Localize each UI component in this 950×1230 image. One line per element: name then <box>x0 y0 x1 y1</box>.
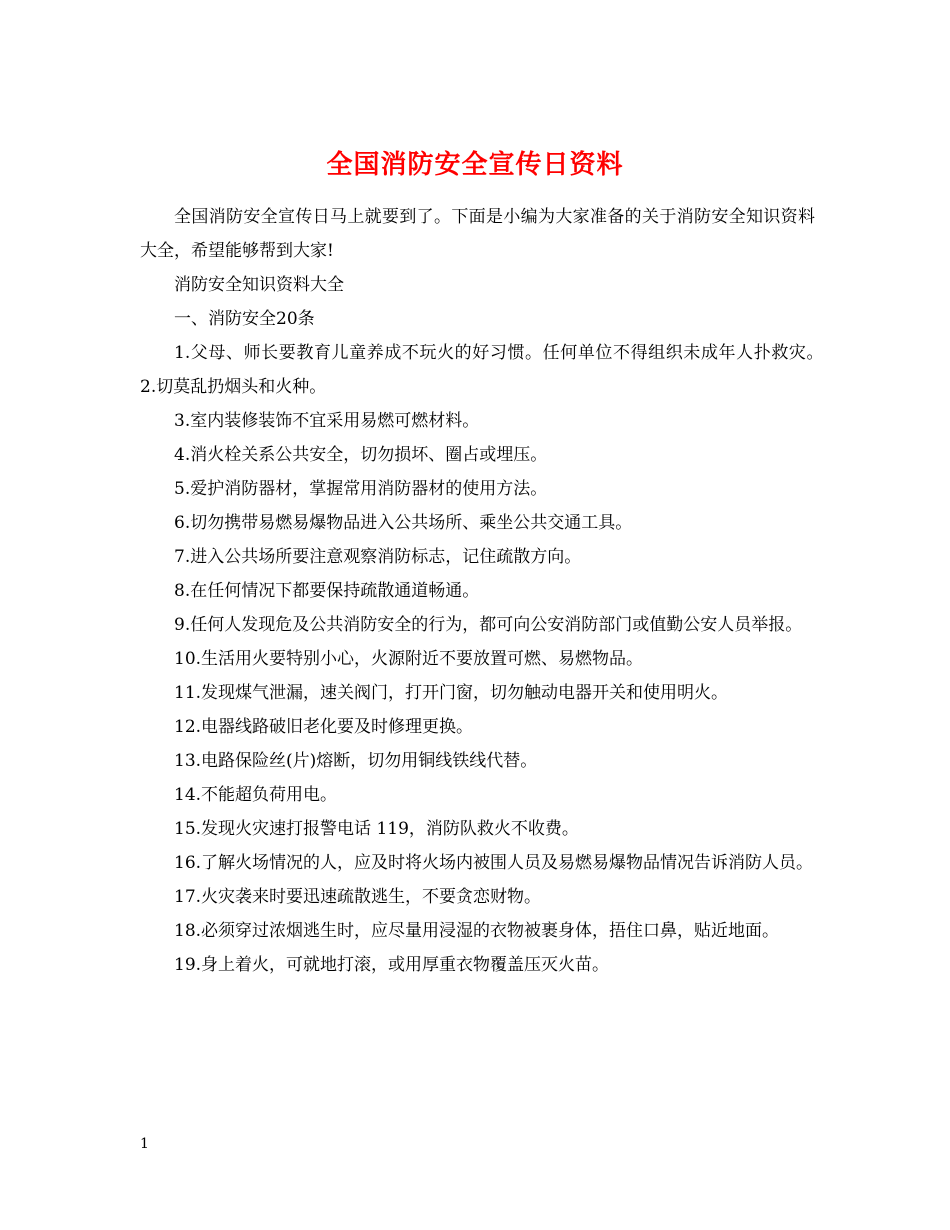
paragraph: 13.电路保险丝(片)熔断，切勿用铜线铁线代替。 <box>174 751 538 771</box>
paragraph: 14.不能超负荷用电。 <box>174 785 338 805</box>
paragraph: 一、消防安全20条 <box>174 309 315 329</box>
paragraph: 4.消火栓关系公共安全，切勿损坏、圈占或埋压。 <box>174 445 548 465</box>
paragraph: 15.发现火灾速打报警电话 119，消防队救火不收费。 <box>174 819 579 839</box>
paragraph: 3.室内装修装饰不宜采用易燃可燃材料。 <box>174 411 480 431</box>
document-title: 全国消防安全宣传日资料 <box>326 150 624 181</box>
paragraph: 6.切勿携带易燃易爆物品进入公共场所、乘坐公共交通工具。 <box>174 513 633 533</box>
paragraph: 9.任何人发现危及公共消防安全的行为，都可向公安消防部门或值勤公安人员举报。 <box>174 615 803 635</box>
paragraph: 5.爱护消防器材，掌握常用消防器材的使用方法。 <box>174 479 548 499</box>
page-number: 1 <box>140 1136 149 1152</box>
paragraph: 全国消防安全宣传日马上就要到了。下面是小编为大家准备的关于消防安全知识资料大全，希望能够帮到大家! <box>140 207 815 261</box>
paragraph: 11.发现煤气泄漏，速关阀门，打开门窗，切勿触动电器开关和使用明火。 <box>174 683 729 703</box>
paragraph: 16.了解火场情况的人，应及时将火场内被围人员及易燃易爆物品情况告诉消防人员。 <box>174 853 814 873</box>
paragraph: 18.必须穿过浓烟逃生时，应尽量用浸湿的衣物被裹身体，捂住口鼻，贴近地面。 <box>174 921 780 941</box>
document-body <box>140 200 849 982</box>
paragraph: 10.生活用火要特别小心，火源附近不要放置可燃、易燃物品。 <box>174 649 644 669</box>
paragraph: 消防安全知识资料大全 <box>174 275 344 295</box>
paragraph: 1.父母、师长要教育儿童养成不玩火的好习惯。任何单位不得组织未成年人扑救灾。 2.切莫乱扔烟头和火种。 <box>140 343 849 397</box>
paragraph: 12.电器线路破旧老化要及时修理更换。 <box>174 717 474 737</box>
paragraph: 8.在任何情况下都要保持疏散通道畅通。 <box>174 581 480 601</box>
paragraph: 17.火灾袭来时要迅速疏散逃生，不要贪恋财物。 <box>174 887 542 907</box>
paragraph: 19.身上着火，可就地打滚，或用厚重衣物覆盖压灭火苗。 <box>174 955 610 975</box>
paragraph: 7.进入公共场所要注意观察消防标志，记住疏散方向。 <box>174 547 582 567</box>
